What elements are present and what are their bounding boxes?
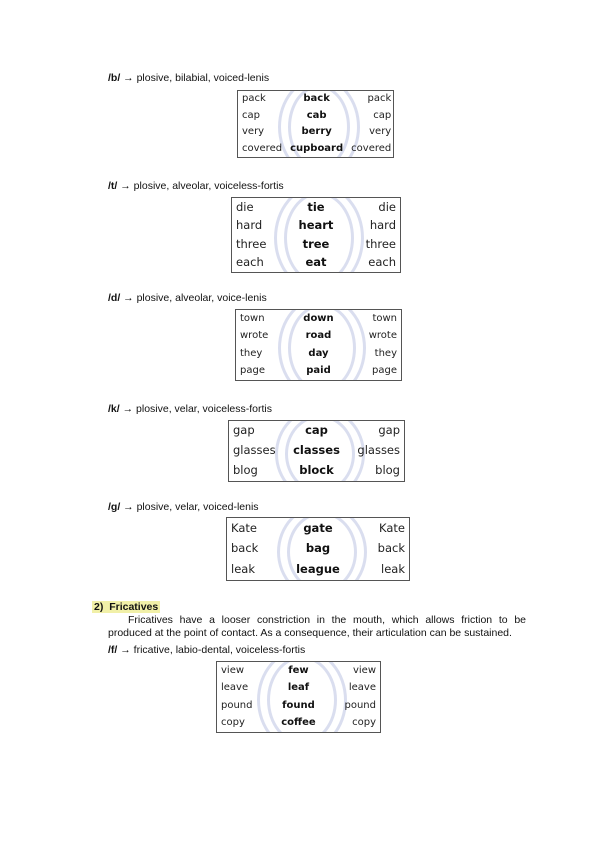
table-row	[217, 715, 380, 733]
table-row	[217, 697, 380, 715]
word-box-k	[228, 420, 405, 482]
word-box-d	[235, 309, 402, 381]
phoneme-symbol: /k/	[108, 403, 120, 415]
word-table	[238, 91, 394, 157]
word-cell: die	[236, 199, 254, 214]
word-cell: leave	[221, 682, 249, 694]
word-cell: town	[240, 312, 265, 324]
word-table	[217, 662, 380, 732]
section-title: Fricatives	[109, 601, 159, 613]
word-cell: leak	[231, 561, 255, 576]
phoneme-heading-g	[108, 501, 259, 514]
word-cell: covered	[351, 142, 392, 154]
phoneme-heading-b	[108, 72, 269, 85]
word-cell: pound	[344, 699, 376, 711]
phoneme-symbol: /b/	[108, 72, 121, 84]
table-row	[229, 441, 404, 461]
word-cell: blog	[375, 463, 400, 478]
table-row	[232, 217, 400, 236]
table-row	[217, 680, 380, 698]
word-cell: view	[221, 664, 245, 676]
word-cell: back	[303, 93, 330, 105]
table-row	[217, 662, 380, 680]
word-cell: pack	[367, 93, 392, 105]
fricatives-paragraph: Fricatives have a looser constriction in the mouth, which allows friction to be produced at the point of contact. As a consequence, their articulation can be sustained.	[108, 614, 526, 639]
phoneme-description: → fricative, labio-dental, voiceless-fortis	[117, 644, 306, 656]
word-cell: copy	[352, 717, 376, 729]
phoneme-heading-d	[108, 292, 267, 305]
table-row	[227, 559, 409, 580]
word-cell: cap	[305, 423, 328, 438]
word-cell: glasses	[233, 443, 276, 458]
word-cell: page	[240, 365, 265, 377]
word-cell: road	[305, 330, 332, 342]
word-cell: gate	[303, 520, 333, 535]
word-cell: wrote	[368, 330, 397, 342]
word-cell: glasses	[357, 443, 400, 458]
table-row	[236, 363, 401, 381]
word-cell: down	[303, 312, 334, 324]
table-row	[238, 141, 394, 158]
phoneme-symbol: /t/	[108, 180, 118, 192]
word-cell: very	[369, 126, 392, 138]
word-cell: cap	[373, 109, 392, 121]
table-row	[238, 91, 394, 108]
word-cell: covered	[242, 142, 283, 154]
section-heading-fricatives	[92, 601, 160, 614]
phoneme-symbol: /f/	[108, 644, 118, 656]
word-table	[229, 421, 404, 481]
word-box-g	[226, 517, 410, 581]
word-cell: Kate	[379, 520, 405, 535]
word-cell: very	[242, 126, 265, 138]
phoneme-description: → plosive, alveolar, voice-lenis	[120, 292, 267, 304]
phoneme-description: → plosive, bilabial, voiced-lenis	[120, 72, 270, 84]
word-cell: berry	[301, 126, 332, 138]
word-cell: wrote	[240, 330, 269, 342]
phoneme-heading-t	[108, 180, 284, 193]
table-row	[236, 345, 401, 363]
word-cell: day	[308, 347, 329, 359]
word-box-f	[216, 661, 381, 733]
word-cell: cupboard	[290, 142, 344, 154]
word-cell: pound	[221, 699, 253, 711]
word-cell: block	[299, 463, 334, 478]
word-box-b	[237, 90, 394, 158]
word-cell: paid	[306, 365, 331, 377]
word-cell: Kate	[231, 520, 257, 535]
word-cell: gap	[378, 423, 400, 438]
word-table	[232, 198, 400, 272]
word-cell: tree	[302, 236, 330, 251]
word-cell: back	[231, 541, 259, 556]
word-table	[227, 518, 409, 580]
word-cell: eat	[305, 255, 327, 269]
word-cell: heart	[298, 218, 334, 232]
phoneme-description: → plosive, velar, voiced-lenis	[120, 501, 259, 513]
word-cell: bag	[305, 541, 331, 556]
word-cell: they	[240, 347, 263, 359]
table-row	[232, 198, 400, 217]
phoneme-heading-k	[108, 403, 272, 416]
word-cell: hard	[236, 218, 263, 232]
word-cell: page	[372, 365, 397, 377]
word-box-t	[231, 197, 401, 273]
table-row	[227, 539, 409, 560]
word-cell: classes	[293, 443, 340, 458]
word-cell: three	[236, 236, 267, 251]
word-cell: back	[377, 541, 405, 556]
table-row	[238, 124, 394, 141]
word-cell: gap	[233, 423, 255, 438]
table-row	[227, 518, 409, 539]
phoneme-heading-f	[108, 644, 305, 657]
word-cell: hard	[369, 218, 396, 232]
table-row	[236, 310, 401, 328]
table-row	[236, 328, 401, 346]
word-cell: found	[282, 699, 315, 711]
word-table	[236, 310, 401, 380]
phoneme-description: → plosive, velar, voiceless-fortis	[119, 403, 272, 415]
word-cell: tie	[307, 199, 325, 214]
word-cell: copy	[221, 717, 245, 729]
word-cell: each	[368, 255, 396, 269]
word-cell: die	[378, 199, 396, 214]
word-cell: league	[296, 561, 340, 576]
word-cell: leaf	[287, 682, 310, 694]
phoneme-description: → plosive, alveolar, voiceless-fortis	[117, 180, 284, 192]
table-row	[232, 254, 400, 273]
word-cell: cab	[306, 109, 327, 121]
word-cell: few	[288, 664, 309, 676]
table-row	[238, 108, 394, 125]
word-cell: cap	[242, 109, 260, 121]
table-row	[229, 461, 404, 481]
table-row	[232, 235, 400, 254]
word-cell: they	[374, 347, 397, 359]
section-number: 2)	[94, 601, 104, 613]
word-cell: pack	[242, 93, 266, 105]
word-cell: town	[372, 312, 397, 324]
word-cell: three	[365, 236, 396, 251]
word-cell: blog	[233, 463, 258, 478]
word-cell: coffee	[281, 717, 316, 729]
word-cell: each	[236, 255, 264, 269]
word-cell: view	[352, 664, 376, 676]
table-row	[229, 421, 404, 441]
word-cell: leave	[348, 682, 376, 694]
phoneme-symbol: /d/	[108, 292, 121, 304]
phoneme-symbol: /g/	[108, 501, 121, 513]
word-cell: leak	[381, 561, 405, 576]
